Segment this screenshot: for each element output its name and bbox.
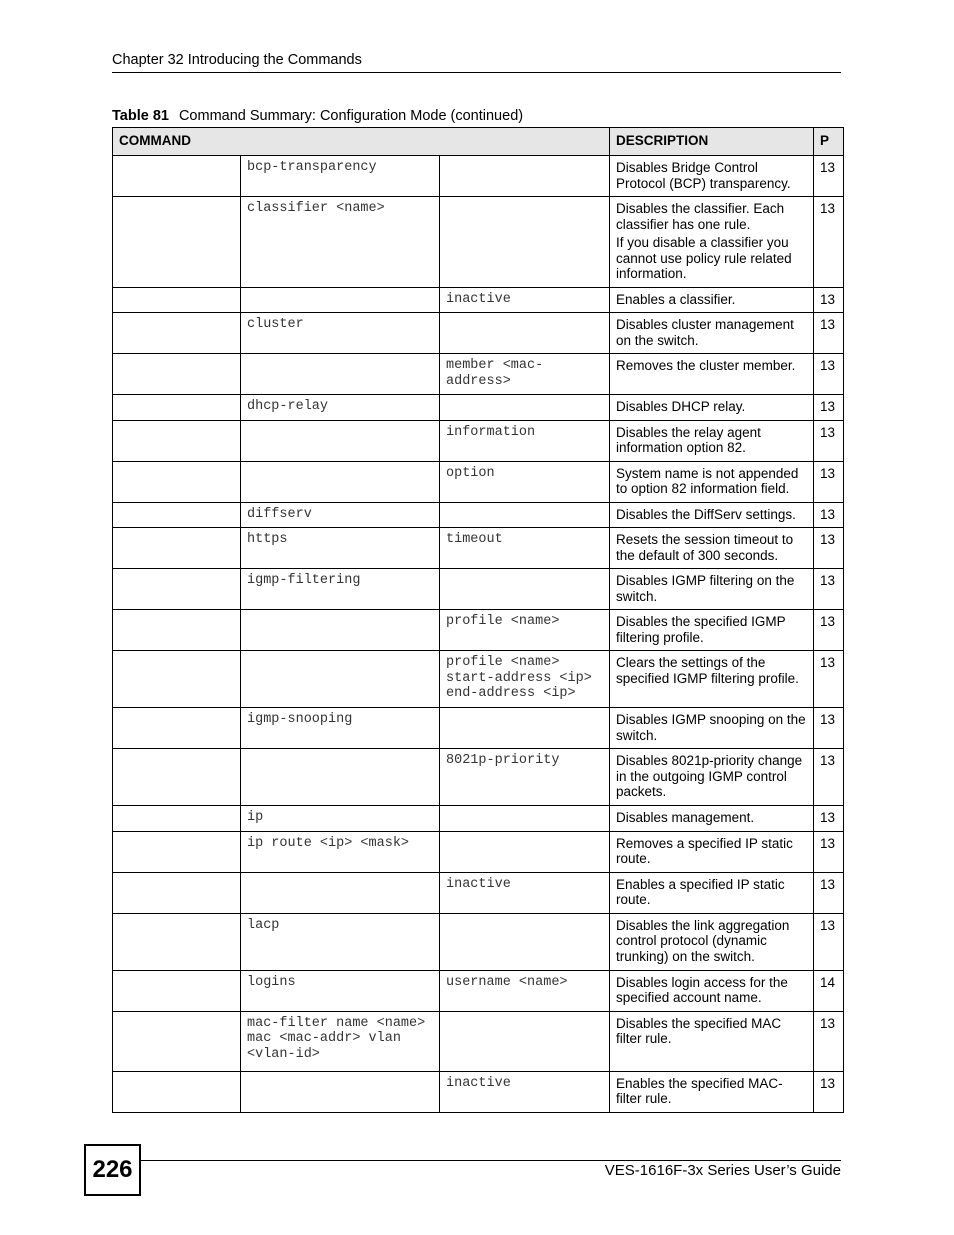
command-cell-1	[113, 749, 241, 806]
command-cell-1	[113, 651, 241, 708]
command-cell-3	[440, 1011, 610, 1071]
table-caption	[112, 108, 523, 124]
description-cell	[610, 461, 814, 502]
description-paragraph: Disables IGMP filtering on the switch.	[616, 573, 795, 604]
page-ref-cell: 13	[814, 610, 844, 651]
page-ref-cell: 13	[814, 395, 844, 421]
table-row	[113, 197, 844, 288]
command-cell-3	[440, 913, 610, 970]
description-paragraph: Disables 8021p-priority change in the outgoing IGMP control packets.	[616, 753, 803, 799]
command-cell-3	[440, 708, 610, 749]
description-cell	[610, 610, 814, 651]
command-cell-2: cluster	[241, 313, 440, 354]
description-paragraph: Disables the specified MAC filter rule.	[616, 1015, 782, 1046]
table-row	[113, 806, 844, 832]
description-cell	[610, 395, 814, 421]
command-cell-1	[113, 528, 241, 569]
table-caption-label: Table 81	[112, 108, 169, 124]
command-cell-2	[241, 651, 440, 708]
description-cell	[610, 569, 814, 610]
command-cell-1	[113, 1071, 241, 1112]
column-header-p: P	[814, 128, 844, 156]
page-ref-cell: 13	[814, 528, 844, 569]
command-cell-1	[113, 461, 241, 502]
table-row	[113, 569, 844, 610]
command-cell-3: inactive	[440, 872, 610, 913]
description-cell	[610, 651, 814, 708]
command-cell-2	[241, 1071, 440, 1112]
table-row	[113, 1011, 844, 1071]
page-ref-cell: 13	[814, 749, 844, 806]
command-cell-3	[440, 197, 610, 288]
command-cell-3	[440, 395, 610, 421]
description-cell	[610, 287, 814, 313]
description-paragraph: Disables IGMP snooping on the switch.	[616, 712, 806, 743]
command-cell-1	[113, 502, 241, 528]
column-header-command: COMMAND	[113, 128, 610, 156]
page-ref-cell: 13	[814, 872, 844, 913]
command-cell-2	[241, 461, 440, 502]
command-cell-1	[113, 831, 241, 872]
page-ref-cell: 13	[814, 651, 844, 708]
description-paragraph: Disables the relay agent information option 82.	[616, 424, 761, 455]
command-cell-3	[440, 569, 610, 610]
page-ref-cell: 13	[814, 1011, 844, 1071]
command-cell-3	[440, 806, 610, 832]
command-cell-1	[113, 313, 241, 354]
page-ref-cell: 13	[814, 287, 844, 313]
description-cell	[610, 872, 814, 913]
table-row	[113, 502, 844, 528]
description-paragraph: Resets the session timeout to the default of 300 seconds.	[616, 532, 794, 563]
command-cell-1	[113, 569, 241, 610]
command-cell-1	[113, 1011, 241, 1071]
command-cell-2: diffserv	[241, 502, 440, 528]
page-ref-cell: 13	[814, 420, 844, 461]
command-cell-2: bcp-transparency	[241, 156, 440, 197]
command-cell-3: information	[440, 420, 610, 461]
command-cell-1	[113, 708, 241, 749]
description-paragraph: Disables management.	[616, 810, 755, 825]
command-cell-3: timeout	[440, 528, 610, 569]
table-row	[113, 287, 844, 313]
page-ref-cell: 13	[814, 913, 844, 970]
description-cell	[610, 156, 814, 197]
page-ref-cell: 13	[814, 831, 844, 872]
table-row	[113, 610, 844, 651]
command-cell-2	[241, 354, 440, 395]
command-cell-1	[113, 872, 241, 913]
description-cell	[610, 913, 814, 970]
command-cell-3: inactive	[440, 287, 610, 313]
page-ref-cell: 13	[814, 1071, 844, 1112]
table-row	[113, 461, 844, 502]
table-row	[113, 913, 844, 970]
table-row	[113, 651, 844, 708]
table-row	[113, 749, 844, 806]
table-caption-text: Command Summary: Configuration Mode (continued)	[178, 108, 524, 124]
page-ref-cell: 13	[814, 502, 844, 528]
command-cell-2: logins	[241, 970, 440, 1011]
command-cell-1	[113, 420, 241, 461]
description-paragraph: Clears the settings of the specified IGMP filtering profile.	[616, 655, 799, 686]
description-paragraph: Disables DHCP relay.	[616, 399, 746, 414]
command-cell-1	[113, 156, 241, 197]
command-cell-3: option	[440, 461, 610, 502]
description-paragraph: Enables a classifier.	[616, 291, 736, 307]
command-cell-1	[113, 395, 241, 421]
description-paragraph: Disables the classifier. Each classifier has one rule.	[616, 201, 785, 232]
table-row	[113, 420, 844, 461]
description-paragraph: Removes the cluster member.	[616, 358, 796, 373]
command-cell-2	[241, 420, 440, 461]
description-paragraph: System name is not appended to option 82 information field.	[616, 465, 799, 496]
table-row	[113, 1071, 844, 1112]
command-cell-3: username <name>	[440, 970, 610, 1011]
page-ref-cell: 13	[814, 197, 844, 288]
command-cell-3: profile <name>	[440, 610, 610, 651]
description-cell	[610, 806, 814, 832]
column-header-description: DESCRIPTION	[610, 128, 814, 156]
footer-divider	[140, 1160, 841, 1161]
command-cell-1	[113, 287, 241, 313]
command-cell-2: ip	[241, 806, 440, 832]
command-cell-2: lacp	[241, 913, 440, 970]
description-cell	[610, 313, 814, 354]
table-row	[113, 354, 844, 395]
page-ref-cell: 13	[814, 461, 844, 502]
command-cell-1	[113, 913, 241, 970]
description-paragraph: If you disable a classifier you cannot use policy rule related information.	[616, 235, 792, 281]
command-cell-2	[241, 749, 440, 806]
description-cell	[610, 970, 814, 1011]
description-cell	[610, 1011, 814, 1071]
page-ref-cell: 13	[814, 313, 844, 354]
command-cell-3	[440, 831, 610, 872]
command-cell-3	[440, 156, 610, 197]
command-cell-3	[440, 502, 610, 528]
table-row	[113, 156, 844, 197]
command-cell-1	[113, 970, 241, 1011]
table-row	[113, 395, 844, 421]
command-cell-2	[241, 287, 440, 313]
command-cell-3: inactive	[440, 1071, 610, 1112]
description-cell	[610, 420, 814, 461]
table-row	[113, 831, 844, 872]
description-paragraph: Enables a specified IP static route.	[616, 876, 785, 907]
description-paragraph: Disables the specified IGMP filtering profile.	[616, 614, 786, 645]
description-cell	[610, 502, 814, 528]
description-paragraph: Removes a specified IP static route.	[616, 835, 793, 866]
command-cell-2: ip route <ip> <mask>	[241, 831, 440, 872]
command-cell-1	[113, 610, 241, 651]
command-cell-2: dhcp-relay	[241, 395, 440, 421]
description-cell	[610, 197, 814, 288]
command-cell-1	[113, 354, 241, 395]
description-cell	[610, 831, 814, 872]
command-cell-1	[113, 197, 241, 288]
command-cell-2: classifier <name>	[241, 197, 440, 288]
page-ref-cell: 14	[814, 970, 844, 1011]
description-paragraph: Disables the link aggregation control protocol (dynamic trunking) on the switch.	[616, 917, 790, 964]
header-divider	[112, 72, 841, 73]
table-row	[113, 970, 844, 1011]
command-cell-1	[113, 806, 241, 832]
description-cell	[610, 708, 814, 749]
command-cell-2	[241, 872, 440, 913]
table-header-row	[113, 128, 844, 156]
command-summary-table	[112, 127, 844, 1113]
command-cell-3: 8021p-priority	[440, 749, 610, 806]
chapter-heading: Chapter 32 Introducing the Commands	[112, 52, 362, 68]
description-paragraph: Disables cluster management on the switch.	[616, 317, 794, 348]
page-ref-cell: 13	[814, 569, 844, 610]
command-cell-3: member <mac-address>	[440, 354, 610, 395]
table-row	[113, 708, 844, 749]
command-cell-3	[440, 313, 610, 354]
description-paragraph: Disables login access for the specified account name.	[616, 974, 788, 1005]
description-cell	[610, 749, 814, 806]
command-cell-2: https	[241, 528, 440, 569]
description-paragraph: Disables Bridge Control Protocol (BCP) transparency.	[616, 160, 791, 191]
description-cell	[610, 528, 814, 569]
description-cell	[610, 354, 814, 395]
description-paragraph: Enables the specified MAC-filter rule.	[616, 1075, 783, 1106]
guide-title: VES-1616F-3x Series User’s Guide	[604, 1162, 841, 1179]
page-ref-cell: 13	[814, 708, 844, 749]
command-cell-2: igmp-filtering	[241, 569, 440, 610]
command-cell-2: igmp-snooping	[241, 708, 440, 749]
page-ref-cell: 13	[814, 354, 844, 395]
page-number: 226	[84, 1144, 141, 1196]
table-row	[113, 313, 844, 354]
command-cell-2	[241, 610, 440, 651]
command-cell-3: profile <name> start-address <ip> end-address <ip>	[440, 651, 610, 708]
description-paragraph: Disables the DiffServ settings.	[616, 506, 796, 522]
page-ref-cell: 13	[814, 156, 844, 197]
page-ref-cell: 13	[814, 806, 844, 832]
command-cell-2: mac-filter name <name> mac <mac-addr> vlan <vlan-id>	[241, 1011, 440, 1071]
description-cell	[610, 1071, 814, 1112]
table-row	[113, 528, 844, 569]
table-row	[113, 872, 844, 913]
